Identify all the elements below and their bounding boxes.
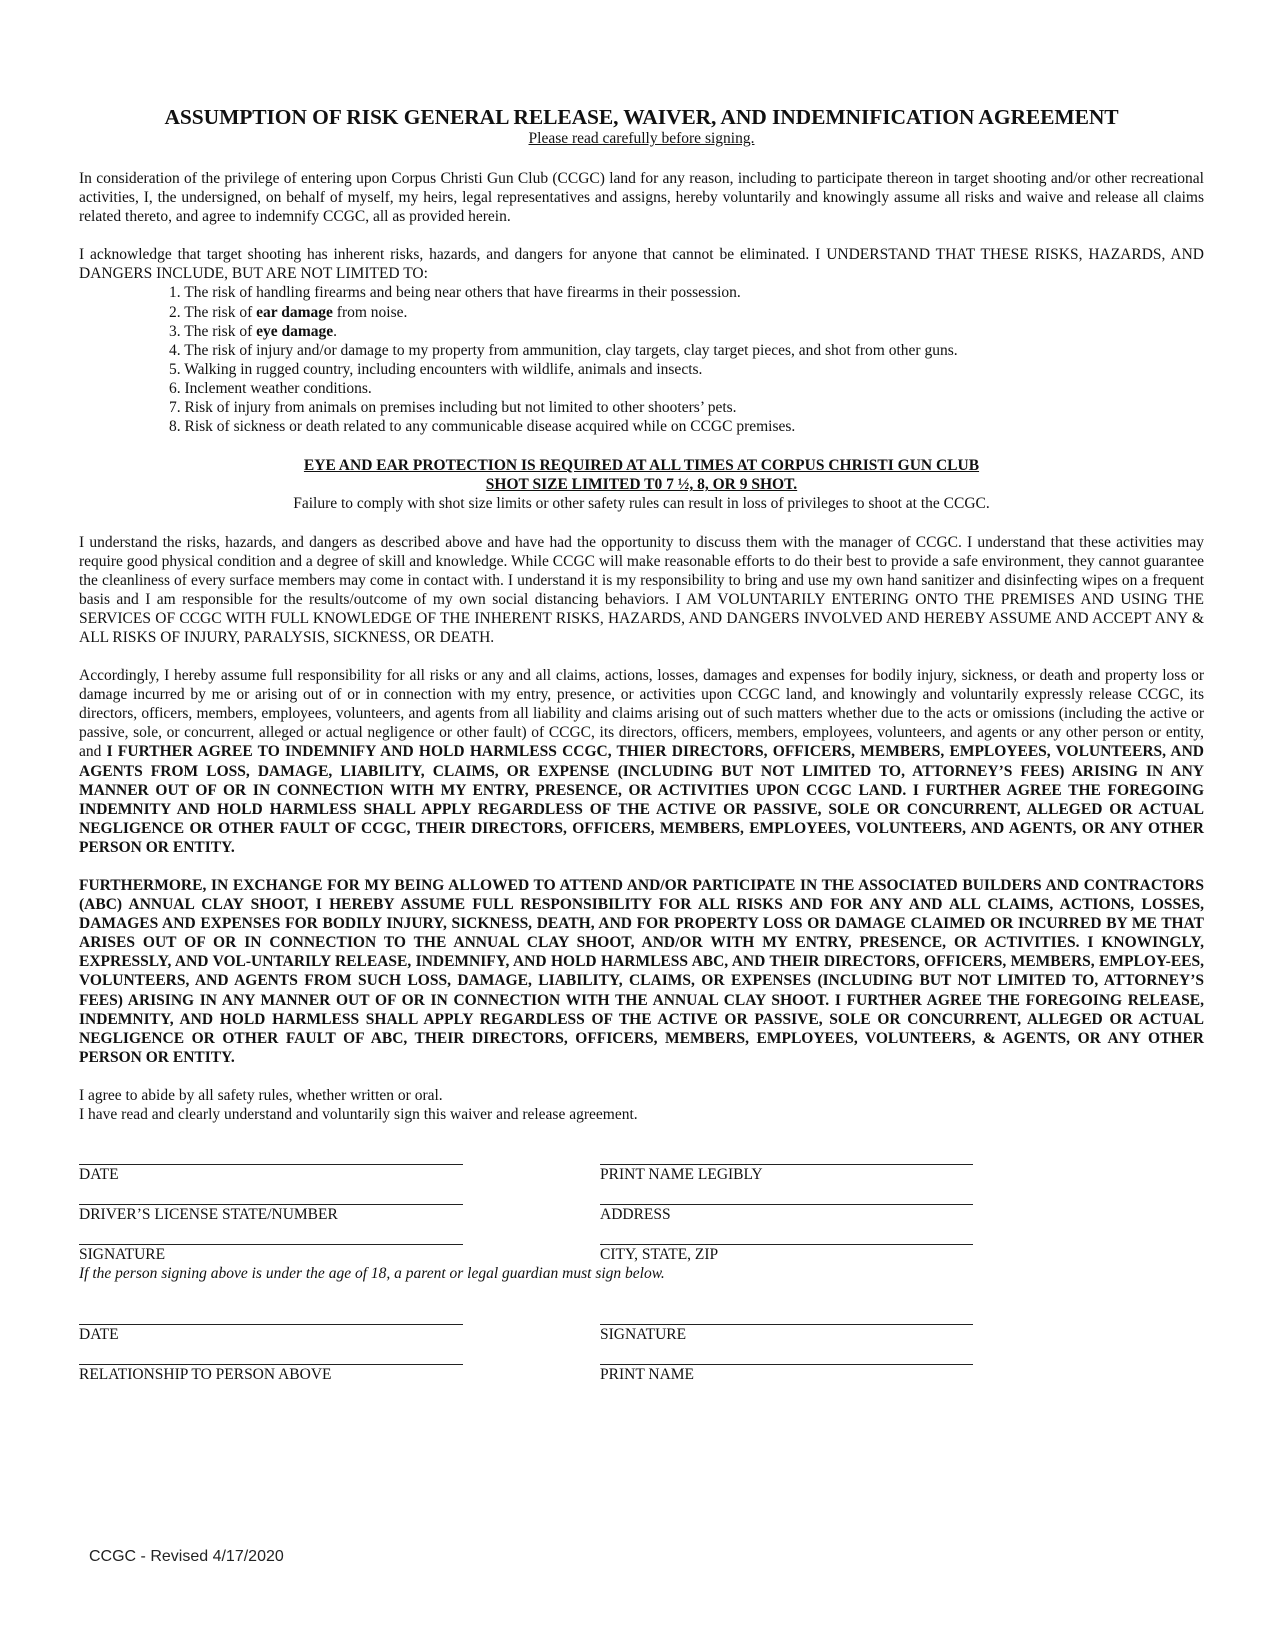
risk-text: The risk of	[184, 322, 257, 340]
accordingly-paragraph	[79, 666, 1204, 857]
risk-text-end: .	[333, 322, 338, 340]
risk-number: 2.	[169, 303, 181, 321]
accordingly-bold-text: I FURTHER AGREE TO INDEMNIFY AND HOLD HARMLESS CCGC, THIER DIRECTORS, OFFICERS, MEMBERS, EMPLOYEES, VOLUNTEERS, AND AGENTS FROM LOSS, DAMAGE, LIABILITY, CLAIMS, OR EXPENSE (INCLUDING BUT NOT LIMITED TO, ATTORNEY’S FEES) ARISING IN ANY MANNER OUT OF OR IN CONNECTION WITH MY ENTRY, PRESENCE, OR ACTIVITIES UPON CCGC LAND. I FURTHER AGREE THE FOREGOING INDEMNITY AND HOLD HARMLESS SHALL APPLY REGARDLESS OF THE ACTIVE OR PASSIVE, SOLE OR CONCURRENT, ALLEGED OR ACTUAL NEGLIGENCE OR OTHER FAULT OF CCGC, THEIR DIRECTORS, OFFICERS, MEMBERS, EMPLOYEES, VOLUNTEERS, AND AGENTS, OR ANY OTHER PERSON OR ENTITY.	[79, 743, 1204, 856]
print-name-legibly-field[interactable]: PRINT NAME LEGIBLY	[600, 1164, 973, 1185]
risk-item	[169, 398, 1204, 417]
risk-item	[169, 341, 1204, 360]
risk-text: The risk of handling firearms and being near others that have firearms in their possession.	[184, 284, 741, 302]
risk-item	[169, 417, 1204, 436]
risk-number: 4.	[169, 341, 181, 359]
safety-notice	[79, 456, 1204, 513]
waiver-document	[79, 104, 1204, 1404]
risk-number: 1.	[169, 284, 181, 302]
risk-text: The risk of	[184, 303, 257, 321]
risk-item	[169, 379, 1204, 398]
document-title: ASSUMPTION OF RISK GENERAL RELEASE, WAIVER, AND INDEMNIFICATION AGREEMENT	[164, 105, 1119, 129]
risk-text: Risk of sickness or death related to any communicable disease acquired while on CCGC premises.	[184, 418, 796, 436]
document-subtitle: Please read carefully before signing.	[528, 130, 755, 147]
risk-text: Walking in rugged country, including encounters with wildlife, animals and insects.	[184, 360, 703, 378]
risk-number: 8.	[169, 418, 181, 436]
accordingly-plain-text: Accordingly, I hereby assume full responsibility for all risks or any and all claims, actions, losses, damages and expenses for bodily injury, sickness, or death and property loss or damage incurred by me or arising out of or in connection with my entry, presence, or activities upon CCGC land, and knowingly and voluntarily expressly release CCGC, its directors, officers, members, employees, volunteers, and agents from all liability and claims arising out of such matters whether due to the acts or omissions (including the active or passive, sole, or concurrent, alleged or actual negligence or other fault) of CCGC, its directors, officers, members, employees, volunteers, and agents or any other person or entity, and	[79, 667, 1204, 761]
risk-item	[169, 360, 1204, 379]
risk-item	[169, 303, 1204, 322]
print-name-field[interactable]: PRINT NAME	[600, 1364, 973, 1385]
risk-item	[169, 283, 1204, 302]
address-field[interactable]: ADDRESS	[600, 1204, 973, 1225]
risk-number: 6.	[169, 379, 181, 397]
guardian-date-field[interactable]: DATE	[79, 1324, 463, 1345]
shot-size-notice: SHOT SIZE LIMITED T0 7 ½, 8, OR 9 SHOT.	[485, 476, 798, 494]
date-field[interactable]: DATE	[79, 1164, 463, 1185]
protection-required-notice: EYE AND EAR PROTECTION IS REQUIRED AT ALL TIMES AT CORPUS CHRISTI GUN CLUB	[303, 457, 980, 475]
signature-row-2	[79, 1204, 1204, 1244]
minor-guardian-note: If the person signing above is under the age of 18, a parent or legal guardian must sign below.	[79, 1265, 665, 1283]
guardian-row-2	[79, 1364, 1204, 1404]
risk-number: 7.	[169, 399, 181, 417]
city-state-zip-field[interactable]: CITY, STATE, ZIP	[600, 1244, 973, 1265]
signature-field[interactable]: SIGNATURE	[79, 1244, 463, 1265]
risk-list	[79, 283, 1204, 436]
furthermore-paragraph: FURTHERMORE, IN EXCHANGE FOR MY BEING ALLOWED TO ATTEND AND/OR PARTICIPATE IN THE ASSOCIATED BUILDERS AND CONTRACTORS (ABC) ANNUAL CLAY SHOOT, I HEREBY ASSUME FULL RESPONSIBILITY FOR ALL RISKS AND FOR ANY AND ALL CLAIMS, ACTIONS, LOSSES, DAMAGES AND EXPENSES FOR BODILY INJURY, SICKNESS, DEATH, AND FOR PROPERTY LOSS OR DAMAGE CLAIMED OR INCURRED BY ME THAT ARISES OUT OF OR IN CONNECTION TO THE ANNUAL CLAY SHOOT, AND/OR WITH MY ENTRY, PRESENCE, OR ACTIVITIES. I KNOWINGLY, EXPRESSLY, AND VOL-UNTARILY RELEASE, INDEMNIFY, AND HOLD HARMLESS ABC, AND THEIR DIRECTORS, OFFICERS, MEMBERS, EMPLOY-EES, VOLUNTEERS, AND AGENTS FROM SUCH LOSS, DAMAGE, LIABILITY, CLAIMS, OR EXPENSES (INCLUDING BUT NOT LIMITED TO, ATTORNEY’S FEES) ARISING IN ANY MANNER OUT OF OR IN CONNECTION WITH THE ANNUAL CLAY SHOOT. I FURTHER AGREE THE FOREGOING RELEASE, INDEMNITY, AND HOLD HARMLESS SHALL APPLY REGARDLESS OF THE ACTIVE OR PASSIVE, SOLE OR CONCURRENT, ALLEGED OR ACTUAL NEGLIGENCE OR OTHER FAULT OF ABC, THEIR DIRECTORS, OFFICERS, MEMBERS, EMPLOYEES, VOLUNTEERS, & AGENTS, OR ANY OTHER PERSON OR ENTITY.	[79, 877, 1204, 1066]
guardian-signature-field[interactable]: SIGNATURE	[600, 1324, 973, 1345]
risk-number: 5.	[169, 360, 181, 378]
agree-line-2: I have read and clearly understand and voluntarily sign this waiver and release agreement.	[79, 1106, 638, 1124]
drivers-license-field[interactable]: DRIVER’S LICENSE STATE/NUMBER	[79, 1204, 463, 1225]
risk-text: Inclement weather conditions.	[184, 379, 372, 397]
signature-row-3	[79, 1244, 1204, 1284]
risk-number: 3.	[169, 322, 181, 340]
risk-text: Risk of injury from animals on premises including but not limited to other shooters’ pets.	[184, 399, 737, 417]
risk-item	[169, 322, 1204, 341]
revision-footer: CCGC - Revised 4/17/2020	[89, 1548, 284, 1565]
acknowledge-paragraph: I acknowledge that target shooting has inherent risks, hazards, and dangers for anyone that cannot be eliminated. I UNDERSTAND THAT THESE RISKS, HAZARDS, AND DANGERS INCLUDE, BUT ARE NOT LIMITED TO:	[79, 246, 1204, 283]
relationship-field[interactable]: RELATIONSHIP TO PERSON ABOVE	[79, 1364, 463, 1385]
risk-emphasis: ear damage	[256, 303, 333, 321]
signature-row-1	[79, 1164, 1204, 1204]
agree-line-1: I agree to abide by all safety rules, whether written or oral.	[79, 1086, 443, 1104]
compliance-notice: Failure to comply with shot size limits or other safety rules can result in loss of privileges to shoot at the CCGC.	[293, 495, 990, 513]
risk-text: The risk of injury and/or damage to my property from ammunition, clay targets, clay target pieces, and shot from other guns.	[184, 341, 958, 359]
understand-paragraph: I understand the risks, hazards, and dangers as described above and have had the opportunity to discuss them with the manager of CCGC. I understand that these activities may require good physical condition and a degree of skill and knowledge. While CCGC will make reasonable efforts to do their best to provide a safe environment, they cannot guarantee the cleanliness of every surface members may come in contact with. I understand it is my responsibility to bring and use my own hand sanitizer and disinfecting wipes on a frequent basis and I am responsible for the results/outcome of my own social distancing behaviors. I AM VOLUNTARILY ENTERING ONTO THE PREMISES AND USING THE SERVICES OF CCGC WITH FULL KNOWLEDGE OF THE INHERENT RISKS, HAZARDS, AND DANGERS INVOLVED AND HEREBY ASSUME AND ACCEPT ANY & ALL RISKS OF INJURY, PARALYSIS, SICKNESS, OR DEATH.	[79, 533, 1204, 646]
intro-paragraph: In consideration of the privilege of entering upon Corpus Christi Gun Club (CCGC) land for any reason, including to participate thereon in target shooting and/or other recreational activities, I, the undersigned, on behalf of myself, my heirs, legal representatives and assigns, hereby voluntarily and knowingly assume all risks and waive and release all claims related thereto, and agree to indemnify CCGC, all as provided herein.	[79, 170, 1204, 226]
risk-text-end: from noise.	[332, 303, 408, 321]
guardian-row-1	[79, 1324, 1204, 1364]
risk-emphasis: eye damage	[256, 322, 334, 340]
